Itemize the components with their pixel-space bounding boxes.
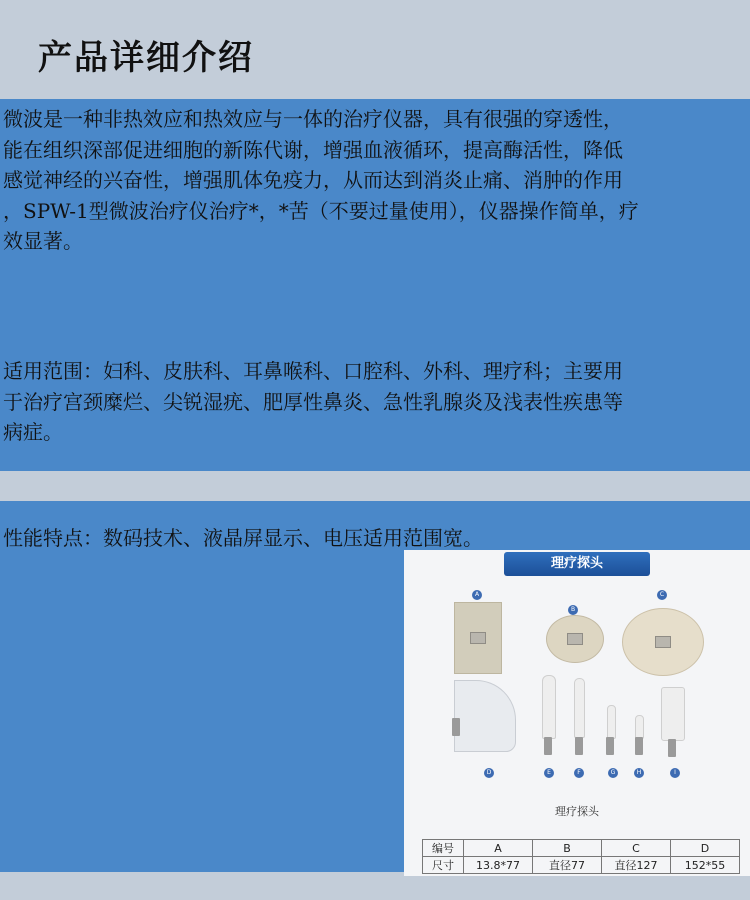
description-line: 效显著。 — [3, 229, 83, 254]
marker-c: C — [657, 590, 667, 600]
marker-g: G — [608, 768, 618, 778]
table-cell: 152*55 — [671, 857, 740, 874]
table-cell: 直径127 — [602, 857, 671, 874]
probe-e — [542, 675, 556, 739]
image-caption: 理疗探头 — [555, 805, 599, 818]
table-row — [423, 857, 740, 874]
description-line: 感觉神经的兴奋性，增强肌体免疫力，从而达到消炎止痛、消肿的作用 — [3, 168, 623, 193]
image-banner: 理疗探头 — [504, 552, 650, 576]
table-cell: 编号 — [423, 840, 464, 857]
probe-a-plate — [454, 602, 502, 674]
table-cell: B — [533, 840, 602, 857]
table-cell: 13.8*77 — [464, 857, 533, 874]
table-cell: 尺寸 — [423, 857, 464, 874]
table-row — [423, 840, 740, 857]
scope-line: 适用范围：妇科、皮肤科、耳鼻喉科、口腔科、外科、理疗科；主要用 — [3, 359, 623, 383]
probe-f-connector — [575, 737, 583, 755]
probe-d-connector — [452, 718, 460, 736]
marker-h: H — [634, 768, 644, 778]
probe-g-connector — [606, 737, 614, 755]
table-cell: 直径77 — [533, 857, 602, 874]
marker-a: A — [472, 590, 482, 600]
description-line: ，SPW-1型微波治疗仪治疗*，*苦（不要过量使用），仪器操作简单，疗 — [3, 198, 639, 223]
scope-line: 于治疗宫颈糜烂、尖锐湿疣、肥厚性鼻炎、急性乳腺炎及浅表性疾患等 — [3, 389, 623, 414]
marker-e: E — [544, 768, 554, 778]
probe-i-connector — [668, 739, 676, 757]
probe-b-disc — [546, 615, 604, 663]
table-cell: D — [671, 840, 740, 857]
probe-h-connector — [635, 737, 643, 755]
probe-f — [574, 678, 585, 738]
marker-f: F — [574, 768, 584, 778]
scope-line: 病症。 — [3, 420, 63, 445]
table-cell: A — [464, 840, 533, 857]
probe-i — [661, 687, 685, 741]
description-text — [3, 104, 748, 257]
probe-c-disc — [622, 608, 704, 676]
marker-i: I — [670, 768, 680, 778]
table-cell: C — [602, 840, 671, 857]
description-line: 能在组织深部促进细胞的新陈代谢，增强血液循环，提高酶活性，降低 — [3, 137, 623, 162]
probe-g — [607, 705, 616, 739]
spec-table — [422, 839, 740, 874]
marker-b: B — [568, 605, 578, 615]
scope-text — [3, 356, 748, 448]
description-line: 微波是一种非热效应和热效应与一体的治疗仪器，具有很强的穿透性， — [3, 107, 623, 131]
probe-e-connector — [544, 737, 552, 755]
probe-d-fan — [454, 680, 516, 752]
features-text — [3, 523, 748, 554]
probe-product-image — [404, 550, 750, 876]
features-line: 性能特点：数码技术、液晶屏显示、电压适用范围宽。 — [3, 526, 483, 550]
title-bar — [0, 0, 750, 98]
probe-h — [635, 715, 644, 739]
marker-d: D — [484, 768, 494, 778]
page-title: 产品详细介绍 — [38, 38, 254, 78]
